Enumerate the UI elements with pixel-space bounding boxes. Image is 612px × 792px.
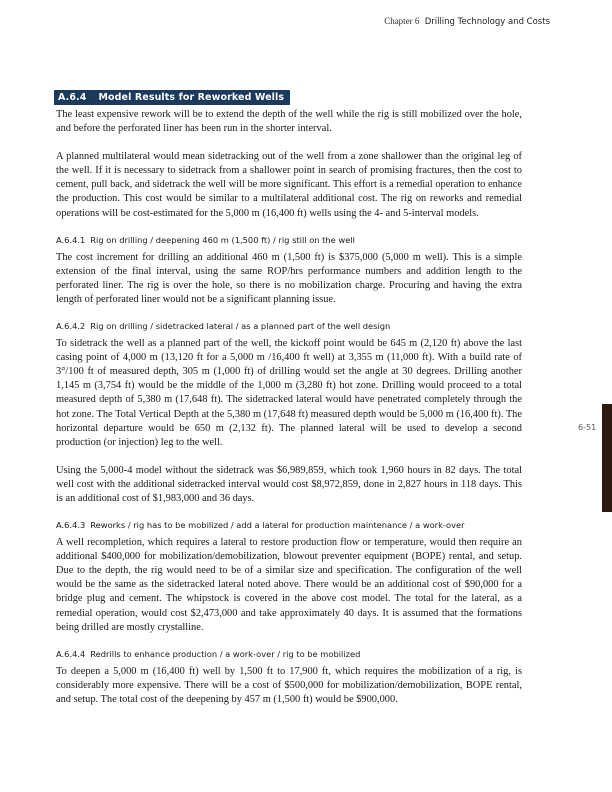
page-number: 6-51 <box>578 423 597 432</box>
subsection-number: A.6.4.1 <box>56 234 86 245</box>
chapter-thumb-tab <box>602 404 612 512</box>
paragraph: The least expensive rework will be to extend the depth of the well while the rig is still mobilized over the hole, and before the perforated liner has been run in the shorter interval. <box>56 109 522 135</box>
running-head <box>384 16 550 27</box>
paragraph: A well recompletion, which requires a lateral to restore production flow or temperature, would then require an additional $400,000 for mobilization/demobilization, blowout preventer equipment (BOPE) rental, and setup. Due to the depth, the rig would need to be of a similar size and specification. The configuration of the well would be the same as the sidetracked lateral noted above. There would be an additional cost of $90,000 for a bridge plug and cement. The whipstock is covered in the above cost model. The total for the lateral, as a remedial operation, would cost $2,473,000 and take approximately 40 days. It is assumed that the formations being drilled are mostly crystalline. <box>56 537 522 633</box>
chapter-label: Chapter 6 <box>384 16 420 26</box>
page-body <box>56 87 522 707</box>
subsection-title: Reworks / rig has to be mobilized / add a lateral for production maintenance / a work-over <box>90 520 465 531</box>
section-number: A.6.4 <box>58 92 87 103</box>
paragraph: Using the 5,000-4 model without the sidetrack was $6,989,859, which took 1,960 hours in 82 days. The total well cost with the additional sidetracked interval would cost $8,972,859, done in 2,827 hours in 118 days. This is an additional cost of $1,983,000 and 36 days. <box>56 464 522 504</box>
section-heading <box>54 90 290 105</box>
subsection-number: A.6.4.3 <box>56 520 86 531</box>
chapter-title: Drilling Technology and Costs <box>424 17 550 27</box>
paragraph: To deepen a 5,000 m (16,400 ft) well by 1,500 ft to 17,900 ft, which requires the mobilization of a rig, is considerably more expensive. There will be a cost of $500,000 for mobilization/demobilization, BOPE rental, and setup. The total cost of the deepening by 457 m (1,500 ft) would be $900,000. <box>56 665 522 705</box>
section-title: Model Results for Reworked Wells <box>98 92 285 103</box>
subsection-heading <box>56 321 522 331</box>
subsection-title: Redrills to enhance production / a work-over / rig to be mobilized <box>90 648 361 659</box>
subsection-number: A.6.4.4 <box>56 648 86 659</box>
subsection-number: A.6.4.2 <box>56 321 86 332</box>
subsection-heading <box>56 649 522 659</box>
paragraph: The cost increment for drilling an additional 460 m (1,500 ft) is $375,000 (5,000 m well). This is a simple extension of the final interval, using the same ROP/hrs performance numbers and addition length to the perforated liner. The rig is over the hole, so there is no mobilization charge. Procuring and having the extra length of perforated liner would not be a significant planning issue. <box>56 251 522 305</box>
paragraph: A planned multilateral would mean sidetracking out of the well from a zone shallower than the original leg of the well. If it is necessary to sidetrack from a shallower point in search of promising fractures, then the cost to cement, pull back, and sidetrack the well will be more significant. This effort is a remedial operation to enhance the production. This cost would be similar to a multilateral additional cost. The rig on reworks and remedial operations will be cost-estimated for the 5,000 m (16,400 ft) wells using the 4- and 5-interval models. <box>56 151 522 219</box>
subsection-heading <box>56 235 522 245</box>
subsection-heading <box>56 520 522 530</box>
paragraph: To sidetrack the well as a planned part of the well, the kickoff point would be 645 m (2,120 ft) above the last casing point of 4,000 m (13,120 ft for a 5,000 m /16,400 ft well) at 3,355 m (11,000 ft). With a build rate of 3°/100 ft of measured depth, 305 m (1,000 ft) of drilling would set the angle at 30 degrees. Drilling another 1,145 m (3,754 ft) would be the middle of the 1,000 m (3,280 ft) hot zone. Drilling would proceed to a total measured depth of 5,380 m (17,648 ft). The sidetracked lateral would have penetrated completely through the hot zone. The Total Vertical Depth at the 5,380 m (17,648 ft) measured depth would be 5,000 m (16,400 ft). The horizontal departure would be 650 m (2,132 ft). The planned lateral will be used to develop a second production (or injection) leg to the well. <box>56 338 522 448</box>
subsection-title: Rig on drilling / deepening 460 m (1,500 ft) / rig still on the well <box>90 234 355 245</box>
subsection-title: Rig on drilling / sidetracked lateral / as a planned part of the well design <box>90 321 391 332</box>
